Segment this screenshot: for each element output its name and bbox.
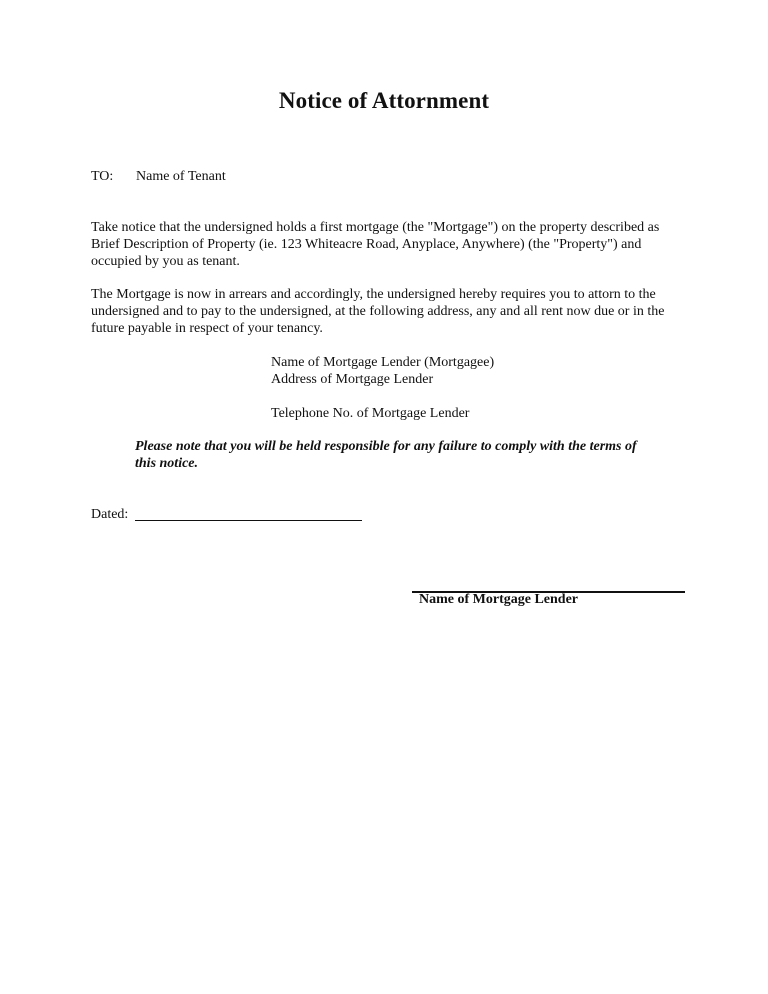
responsibility-notice: Please note that you will be held responsible for any failure to comply with the terms of this notice. bbox=[135, 439, 637, 471]
paragraph-arrears: The Mortgage is now in arrears and accordingly, the undersigned hereby requires you to attorn to the undersigned and to pay to the undersigned, at the following address, any and all rent now due or in the future payable in respect of your tenancy. bbox=[91, 287, 665, 336]
document-title: Notice of Attornment bbox=[278, 88, 490, 113]
dated-label: Dated: bbox=[91, 507, 129, 522]
signature-name: Name of Mortgage Lender bbox=[419, 592, 579, 607]
lender-name: Name of Mortgage Lender (Mortgagee) bbox=[271, 355, 495, 370]
recipient-row bbox=[91, 168, 226, 185]
lender-address-block bbox=[271, 354, 494, 388]
paragraph-mortgage-notice: Take notice that the undersigned holds a first mortgage (the "Mortgage") on the property described as Brief Description of Property (ie. 123 Whiteacre Road, Anyplace, Anywhere) (the "Property") and occupied by you as tenant. bbox=[91, 220, 660, 269]
recipient-label: TO: bbox=[91, 169, 114, 184]
lender-phone-block bbox=[271, 405, 469, 422]
lender-address: Address of Mortgage Lender bbox=[271, 372, 434, 387]
lender-telephone: Telephone No. of Mortgage Lender bbox=[271, 406, 470, 421]
recipient-name: Name of Tenant bbox=[136, 169, 226, 184]
dated-signature-line bbox=[135, 520, 362, 521]
